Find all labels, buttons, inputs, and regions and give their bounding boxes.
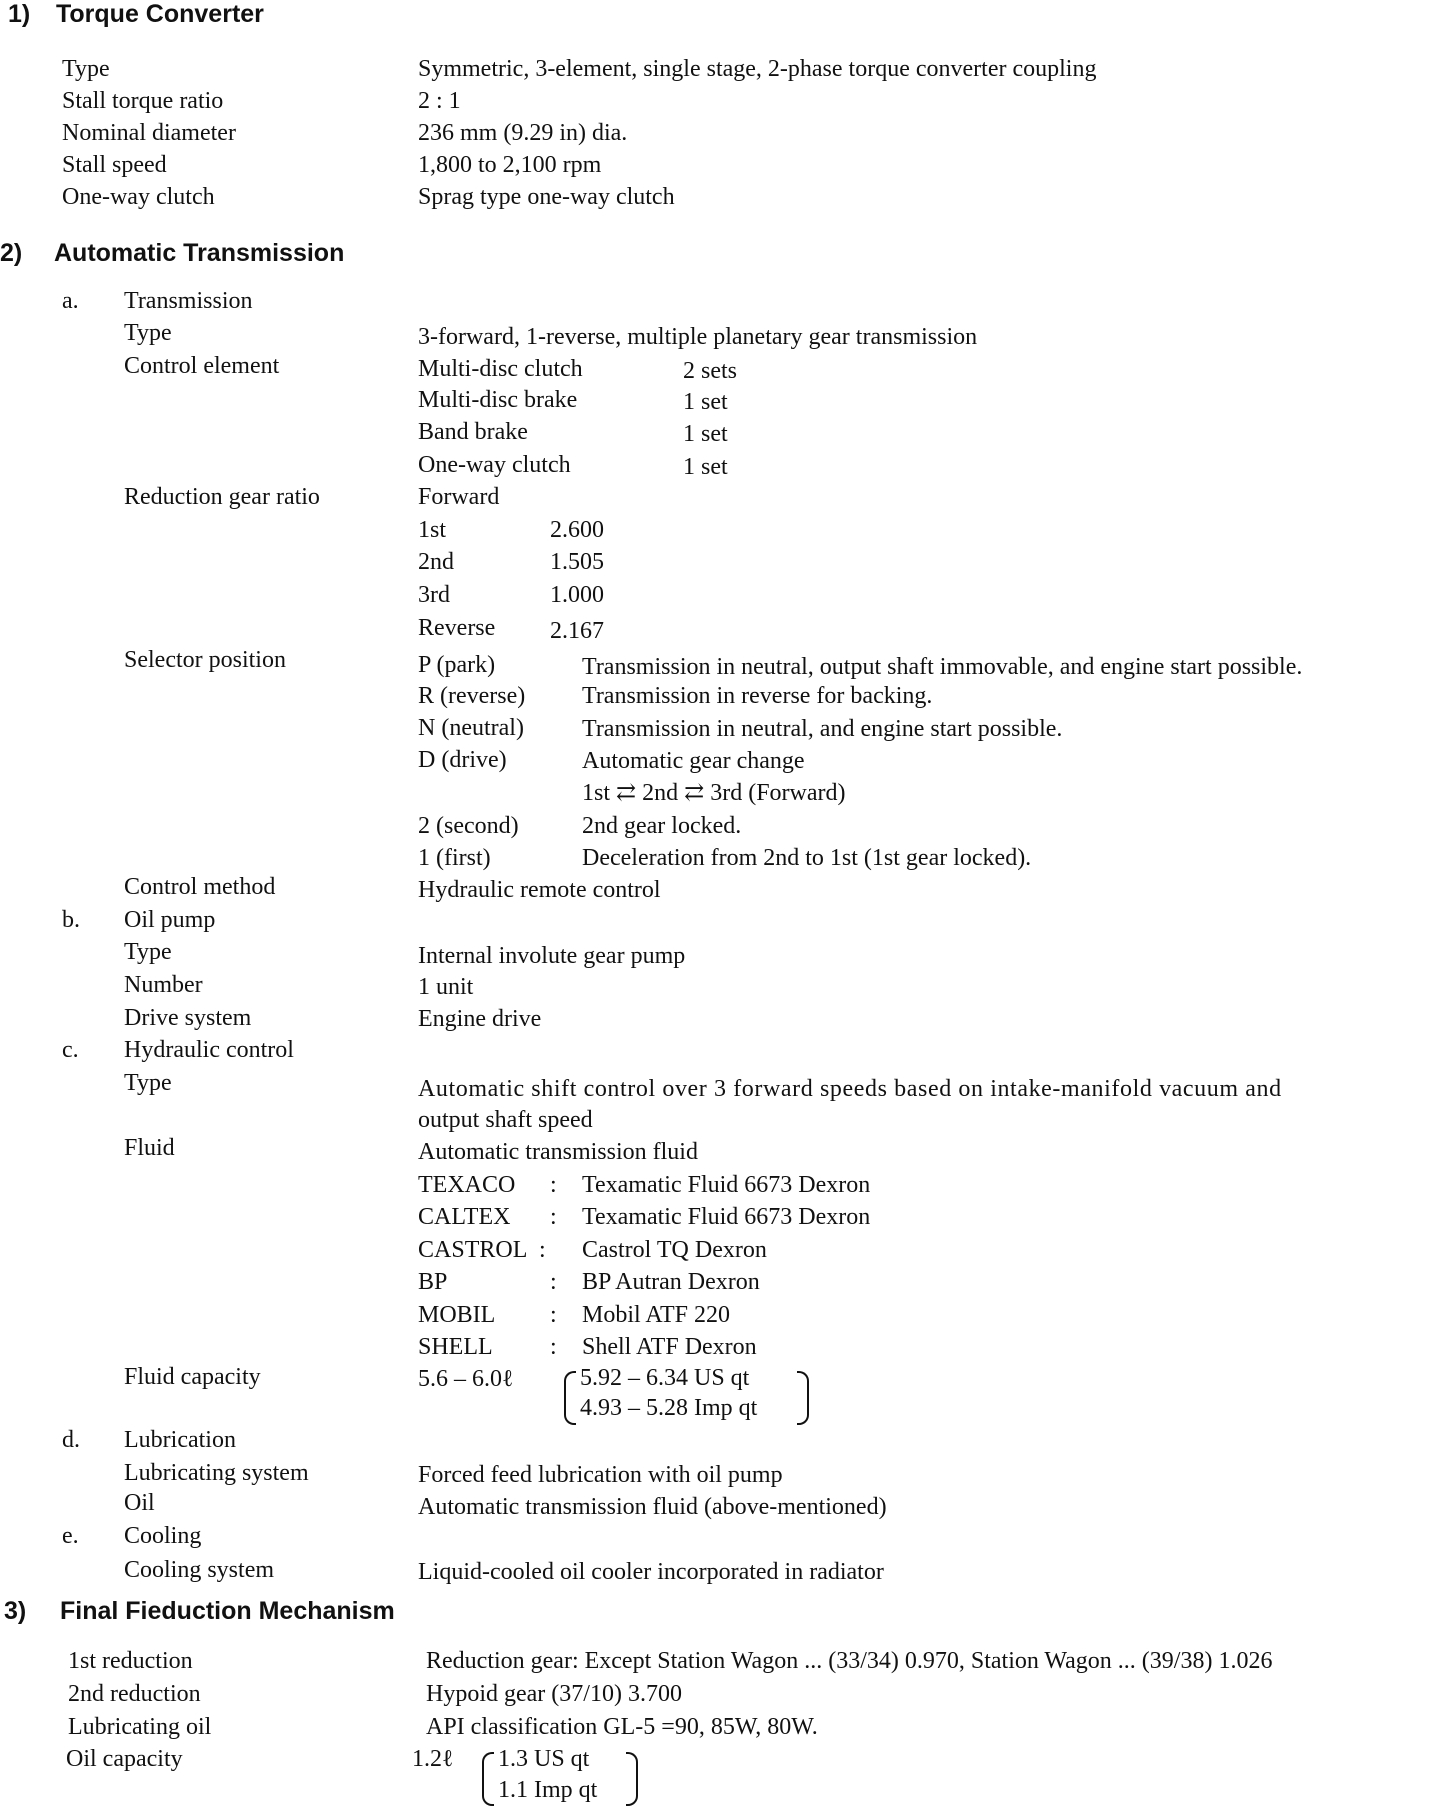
spec-value-line <box>418 1074 1398 1104</box>
spec-label: 1st reduction <box>68 1648 193 1674</box>
section-number: 1) <box>8 0 31 28</box>
bracket-left-icon <box>564 1371 576 1425</box>
subsection-marker: d. <box>62 1427 80 1453</box>
spec-value: Automatic transmission fluid <box>418 1139 698 1165</box>
fluid-product: Texamatic Fluid 6673 Dexron <box>582 1204 871 1230</box>
selector-pos: P (park) <box>418 652 496 678</box>
selector-desc: Transmission in neutral, output shaft immovable, and engine start possible. <box>582 654 1303 680</box>
selector-desc: 1st ⇄ 2nd ⇄ 3rd (Forward) <box>582 780 846 806</box>
selector-desc: Transmission in neutral, and engine start possible. <box>582 716 1063 742</box>
spec-value: Symmetric, 3-element, single stage, 2-phase torque converter coupling <box>418 56 1097 82</box>
selector-pos: R (reverse) <box>418 683 526 709</box>
section-number: 3) <box>4 1597 27 1625</box>
spec-value: Hydraulic remote control <box>418 877 661 903</box>
ratio-value: 2.167 <box>550 618 604 644</box>
ratio-value: 1.000 <box>550 582 604 608</box>
control-item-qty: 1 set <box>683 389 728 415</box>
spec-label: Type <box>62 56 110 82</box>
selector-desc: Automatic gear change <box>582 748 805 774</box>
spec-label: Type <box>124 939 172 965</box>
fluid-brand: CASTROL <box>418 1237 528 1263</box>
subsection-marker: b. <box>62 907 80 933</box>
spec-label: One-way clutch <box>62 184 215 210</box>
spec-label: Selector position <box>124 647 286 673</box>
fluid-sep: : <box>550 1204 557 1230</box>
spec-label: Control method <box>124 874 276 900</box>
spec-label: Oil capacity <box>66 1746 183 1772</box>
fluid-brand: TEXACO <box>418 1172 516 1198</box>
fluid-product: Shell ATF Dexron <box>582 1334 757 1360</box>
control-item-name: Band brake <box>418 419 528 445</box>
spec-value: Sprag type one-way clutch <box>418 184 675 210</box>
spec-value: Automatic transmission fluid (above-mentioned) <box>418 1494 887 1520</box>
subsection-marker: c. <box>62 1037 79 1063</box>
fluid-brand: SHELL <box>418 1334 493 1360</box>
ratio-value: 1.505 <box>550 549 604 575</box>
spec-label: Control element <box>124 353 280 379</box>
bracket-left-icon <box>482 1752 494 1806</box>
control-item-name: Multi-disc clutch <box>418 356 583 382</box>
fluid-sep: : <box>550 1172 557 1198</box>
spec-value: Engine drive <box>418 1006 542 1032</box>
spec-value: 2 : 1 <box>418 88 461 114</box>
fluid-sep: : <box>550 1269 557 1295</box>
ratio-gear: Reverse <box>418 615 496 641</box>
fluid-product: Mobil ATF 220 <box>582 1302 731 1328</box>
subsection-marker: a. <box>62 288 79 314</box>
fluid-product: BP Autran Dexron <box>582 1269 760 1295</box>
ratio-gear: 1st <box>418 517 447 543</box>
capacity-liters: 1.2ℓ <box>412 1746 454 1772</box>
spec-label: Fluid capacity <box>124 1364 261 1390</box>
section-title: Torque Converter <box>56 0 264 28</box>
spec-label: Oil <box>124 1490 155 1516</box>
fluid-brand: BP <box>418 1269 448 1295</box>
fluid-brand: CALTEX <box>418 1204 511 1230</box>
spec-label: Nominal diameter <box>62 120 236 146</box>
spec-value: Automatic shift control over 3 forward speeds based on intake-manifold vacuum and <box>418 1076 1282 1102</box>
fluid-sep: : <box>550 1302 557 1328</box>
spec-value: Liquid-cooled oil cooler incorporated in radiator <box>418 1559 884 1585</box>
spec-value: 1 unit <box>418 974 474 1000</box>
spec-value: Hypoid gear (37/10) 3.700 <box>426 1681 682 1707</box>
subsection-title: Lubrication <box>124 1427 236 1453</box>
capacity-liters: 5.6 – 6.0ℓ <box>418 1366 514 1392</box>
spec-label: Cooling system <box>124 1557 275 1583</box>
spec-label: Lubricating system <box>124 1460 309 1486</box>
bracket-right-icon <box>797 1371 809 1425</box>
selector-pos: N (neutral) <box>418 715 524 741</box>
section-number: 2) <box>0 239 23 267</box>
spec-label: Reduction gear ratio <box>124 484 320 510</box>
control-item-name: One-way clutch <box>418 452 571 478</box>
selector-pos: D (drive) <box>418 747 507 773</box>
spec-label: Drive system <box>124 1005 252 1031</box>
spec-value: 1,800 to 2,100 rpm <box>418 152 602 178</box>
spec-label: Stall speed <box>62 152 167 178</box>
spec-value: Internal involute gear pump <box>418 943 686 969</box>
fluid-brand: MOBIL <box>418 1302 496 1328</box>
spec-value: Reduction gear: Except Station Wagon ... (33/34) 0.970, Station Wagon ... (39/38) 1.026 <box>426 1648 1273 1674</box>
spec-value: API classification GL-5 =90, 85W, 80W. <box>426 1714 818 1740</box>
spec-label: Type <box>124 320 172 346</box>
capacity-imp: 4.93 – 5.28 Imp qt <box>580 1395 758 1421</box>
control-item-qty: 2 sets <box>683 358 737 384</box>
section-title: Automatic Transmission <box>54 239 345 267</box>
spec-value: Forced feed lubrication with oil pump <box>418 1462 783 1488</box>
ratio-forward: Forward <box>418 484 500 510</box>
spec-label: 2nd reduction <box>68 1681 201 1707</box>
spec-label: Lubricating oil <box>68 1714 212 1740</box>
selector-desc: Deceleration from 2nd to 1st (1st gear locked). <box>582 845 1032 871</box>
ratio-gear: 2nd <box>418 549 454 575</box>
selector-desc: Transmission in reverse for backing. <box>582 683 933 709</box>
subsection-title: Hydraulic control <box>124 1037 294 1063</box>
fluid-product: Castrol TQ Dexron <box>582 1237 767 1263</box>
subsection-title: Cooling <box>124 1523 202 1549</box>
capacity-us: 1.3 US qt <box>498 1746 590 1772</box>
bracket-right-icon <box>626 1752 638 1806</box>
capacity-us: 5.92 – 6.34 US qt <box>580 1365 750 1391</box>
section-title: Final Fieduction Mechanism <box>60 1597 395 1625</box>
fluid-sep: : <box>539 1237 546 1263</box>
selector-pos: 1 (first) <box>418 845 491 871</box>
capacity-imp: 1.1 Imp qt <box>498 1777 598 1803</box>
fluid-product: Texamatic Fluid 6673 Dexron <box>582 1172 871 1198</box>
spec-label: Number <box>124 972 203 998</box>
selector-desc: 2nd gear locked. <box>582 813 742 839</box>
subsection-marker: e. <box>62 1523 79 1549</box>
spec-label: Type <box>124 1070 172 1096</box>
ratio-value: 2.600 <box>550 517 604 543</box>
spec-value: 236 mm (9.29 in) dia. <box>418 120 628 146</box>
control-item-name: Multi-disc brake <box>418 387 578 413</box>
spec-value: 3-forward, 1-reverse, multiple planetary gear transmission <box>418 324 978 350</box>
spec-label: Fluid <box>124 1135 175 1161</box>
control-item-qty: 1 set <box>683 454 728 480</box>
control-item-qty: 1 set <box>683 421 728 447</box>
ratio-gear: 3rd <box>418 582 450 608</box>
spec-value: output shaft speed <box>418 1107 593 1133</box>
subsection-title: Transmission <box>124 288 253 314</box>
subsection-title: Oil pump <box>124 907 216 933</box>
selector-pos: 2 (second) <box>418 813 519 839</box>
fluid-sep: : <box>550 1334 557 1360</box>
spec-label: Stall torque ratio <box>62 88 224 114</box>
